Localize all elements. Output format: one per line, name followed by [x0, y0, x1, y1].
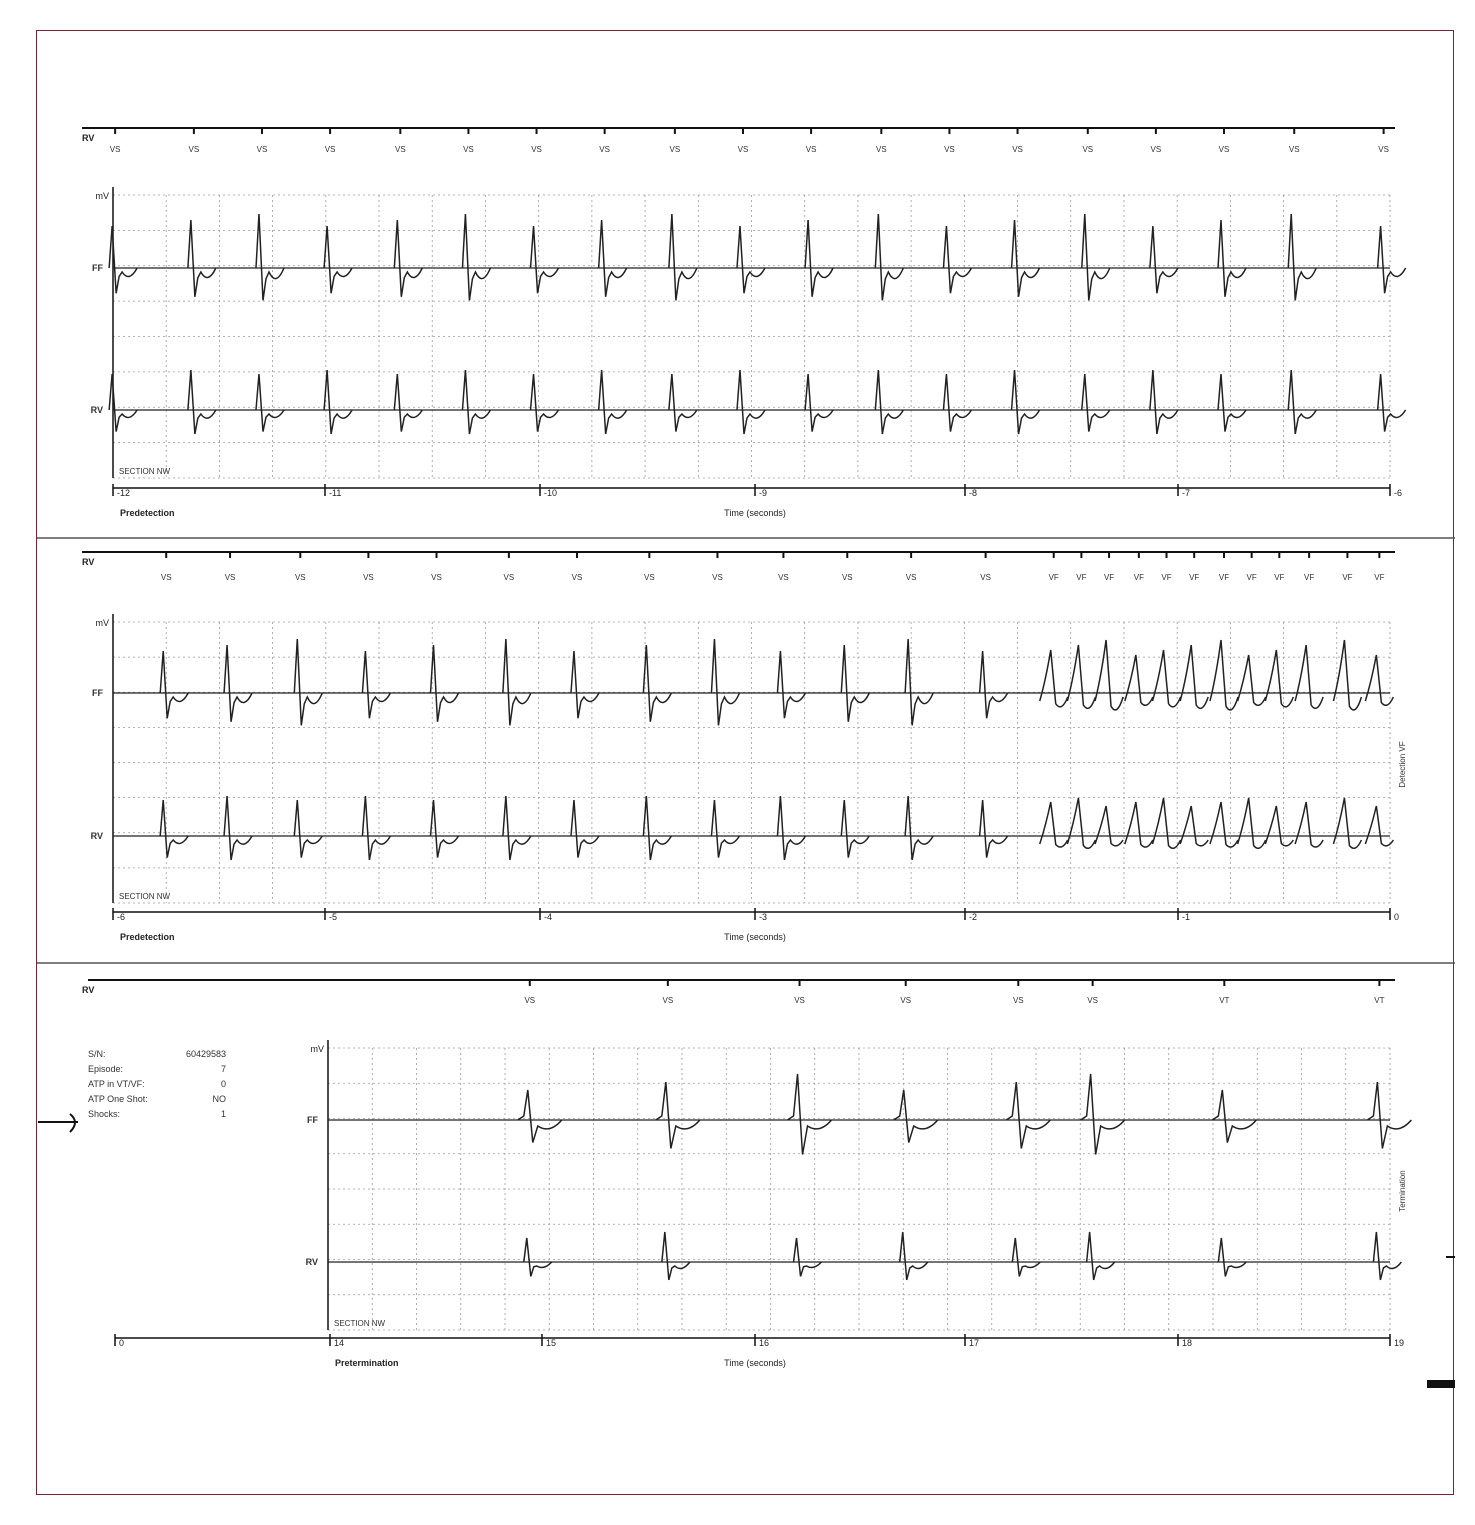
marker-label: VS	[737, 145, 749, 154]
time-tick-label: -7	[1182, 488, 1191, 498]
marker-label: VS	[294, 573, 306, 582]
time-tick-label: -6	[117, 912, 126, 922]
time-tick-label: -3	[759, 912, 768, 922]
rv-beat	[737, 370, 765, 434]
time-tick-label: 19	[1394, 1338, 1405, 1348]
ff-beat	[1150, 226, 1178, 293]
ff-beat	[518, 1090, 562, 1143]
marker-label: VF	[1076, 573, 1087, 582]
strip-3	[82, 979, 1411, 1368]
marker-label: VS	[109, 145, 121, 154]
info-value-oneshot: NO	[212, 1094, 226, 1104]
marker-label: VF	[1374, 573, 1385, 582]
marker-label: VF	[1103, 573, 1115, 582]
ff-beat	[256, 214, 284, 300]
info-value-shocks: 1	[220, 1109, 226, 1119]
ff-beat	[1365, 655, 1393, 705]
ff-beat	[905, 639, 933, 725]
rv-beat	[643, 796, 671, 860]
ff-beat	[571, 651, 599, 718]
rv-beat	[1378, 374, 1406, 432]
ff-beat	[1006, 1082, 1050, 1149]
rv-beat	[1067, 798, 1095, 848]
marker-label: VT	[1219, 996, 1230, 1005]
info-label-episode: Episode:	[88, 1064, 124, 1074]
phase-label: Predetection	[120, 932, 175, 942]
rv-beat	[943, 374, 971, 432]
rv-beat	[777, 796, 805, 860]
ff-beat	[1288, 214, 1316, 300]
ff-beat	[1153, 650, 1181, 707]
info-value-sn: 60429583	[185, 1049, 226, 1059]
rv-beat	[980, 800, 1008, 858]
marker-label: VS	[1378, 145, 1389, 154]
marker-label: VF	[1048, 573, 1059, 582]
mv-label: mV	[95, 618, 109, 628]
time-tick-label: -1	[1182, 912, 1191, 922]
channel-label-ff: FF	[92, 688, 103, 698]
sensitivity-label: SECTION NW	[334, 1319, 386, 1328]
ff-beat	[362, 651, 390, 718]
ff-beat	[1125, 655, 1153, 705]
marker-label: VS	[256, 145, 268, 154]
rv-beat	[1218, 1238, 1246, 1276]
marker-label: VS	[531, 145, 542, 154]
ff-beat	[324, 226, 352, 293]
rv-beat	[1333, 798, 1361, 848]
marker-label: VF	[1304, 573, 1315, 582]
info-label-oneshot: ATP One Shot:	[88, 1094, 148, 1104]
marker-label: VS	[662, 996, 674, 1005]
marker-label: VS	[1150, 145, 1162, 154]
sensitivity-label: SECTION NW	[119, 467, 171, 476]
rv-beat	[1082, 374, 1110, 432]
rv-beat	[669, 374, 697, 432]
ff-beat	[1295, 645, 1323, 708]
rv-beat	[841, 800, 869, 858]
time-tick-label: -11	[329, 488, 342, 498]
ff-beat	[160, 651, 188, 718]
time-tick-label: -8	[969, 488, 978, 498]
info-label-shocks: Shocks:	[88, 1109, 121, 1119]
marker-label: VS	[1082, 145, 1094, 154]
rv-beat	[324, 370, 352, 434]
ff-beat	[1238, 655, 1266, 705]
time-tick-label: -2	[969, 912, 978, 922]
ff-beat	[777, 651, 805, 718]
rv-beat	[900, 1232, 928, 1280]
marker-label: VS	[841, 573, 853, 582]
marker-label: VS	[805, 145, 817, 154]
sensitivity-label: SECTION NW	[119, 892, 171, 901]
channel-label-ff: FF	[92, 263, 103, 273]
rv-beat	[362, 796, 390, 860]
rv-beat	[524, 1238, 552, 1276]
ff-beat	[980, 651, 1008, 718]
rv-beat	[1150, 370, 1178, 434]
marker-label: VS	[394, 145, 406, 154]
marker-label: VS	[463, 145, 474, 154]
ff-beat	[875, 214, 903, 300]
marker-label: VS	[1012, 996, 1024, 1005]
marker-label: VS	[900, 996, 912, 1005]
ff-beat	[1067, 645, 1095, 708]
rv-beat	[875, 370, 903, 434]
rv-beat	[294, 800, 322, 858]
time-tick-label: -10	[544, 488, 558, 498]
ff-beat	[1378, 226, 1406, 293]
ff-beat	[1218, 220, 1246, 297]
ff-beat	[531, 226, 559, 293]
ff-beat	[943, 226, 971, 293]
ff-beat	[1012, 220, 1040, 297]
time-tick-label: 15	[546, 1338, 557, 1348]
ff-beat	[894, 1090, 938, 1143]
rv-beat	[224, 796, 252, 860]
time-tick-label: 17	[969, 1338, 980, 1348]
marker-label: VS	[1288, 145, 1300, 154]
marker-label: VF	[1189, 573, 1200, 582]
ff-beat	[1210, 640, 1238, 710]
marker-label: VF	[1161, 573, 1172, 582]
rv-beat	[1373, 1232, 1401, 1280]
ff-beat	[1095, 640, 1123, 710]
ff-beat	[1081, 1074, 1125, 1155]
rv-beat	[160, 800, 188, 858]
time-tick-label: -5	[329, 912, 338, 922]
mv-label: mV	[95, 191, 109, 201]
annotation-arrow-icon	[38, 1114, 78, 1132]
rv-beat	[1365, 806, 1393, 846]
rv-beat	[503, 796, 531, 860]
marker-label: VS	[794, 996, 805, 1005]
rv-beat	[1087, 1232, 1115, 1280]
ff-beat	[1180, 645, 1208, 708]
ff-beat	[294, 639, 322, 725]
marker-label: VS	[669, 145, 681, 154]
channel-label-ff: FF	[307, 1115, 318, 1125]
side-label: Termination	[1398, 1170, 1407, 1212]
marker-label: VS	[363, 573, 374, 582]
rv-beat	[1265, 806, 1293, 846]
marker-label: VF	[1246, 573, 1257, 582]
rv-beat	[1153, 798, 1181, 848]
rv-beat	[662, 1232, 690, 1280]
marker-channel-label: RV	[82, 985, 95, 995]
rv-beat	[1288, 370, 1316, 434]
rv-beat	[1125, 802, 1153, 847]
ff-beat	[656, 1082, 700, 1149]
rv-beat	[794, 1238, 822, 1276]
rv-beat	[1012, 370, 1040, 434]
marker-label: VS	[980, 573, 991, 582]
ff-beat	[599, 220, 627, 297]
ff-beat	[503, 639, 531, 725]
marker-label: VF	[1274, 573, 1285, 582]
marker-label: VS	[160, 573, 172, 582]
marker-label: VS	[905, 573, 917, 582]
side-label: Detection VF	[1398, 741, 1407, 788]
marker-label: VS	[1218, 145, 1230, 154]
ff-beat	[643, 645, 671, 722]
rv-beat	[1210, 802, 1238, 847]
rv-beat	[1095, 806, 1123, 846]
ff-beat	[1367, 1082, 1411, 1149]
marker-label: VF	[1133, 573, 1144, 582]
strip-2	[82, 551, 1407, 942]
x-axis-title: Time (seconds)	[724, 1358, 786, 1368]
marker-label: VS	[644, 573, 655, 582]
channel-label-rv: RV	[305, 1257, 318, 1267]
x-axis-title: Time (seconds)	[724, 932, 786, 942]
rv-beat	[531, 374, 559, 432]
time-tick-label: -6	[1394, 488, 1403, 498]
info-label-sn: S/N:	[88, 1049, 106, 1059]
marker-label: VS	[1012, 145, 1023, 154]
info-label-atp: ATP in VT/VF:	[88, 1079, 145, 1089]
ff-beat	[431, 645, 459, 722]
marker-label: VF	[1218, 573, 1230, 582]
rv-beat	[599, 370, 627, 434]
ff-beat	[1333, 640, 1361, 710]
marker-label: VS	[431, 573, 442, 582]
phase-label: Predetection	[120, 508, 175, 518]
marker-label: VS	[324, 145, 336, 154]
ff-beat	[788, 1074, 832, 1155]
time-tick-label: -12	[117, 488, 131, 498]
phase-label: Pretermination	[335, 1358, 399, 1368]
marker-label: VS	[224, 573, 236, 582]
device-info-box	[88, 1049, 226, 1119]
rv-beat	[905, 796, 933, 860]
time-tick-label: 18	[1182, 1338, 1193, 1348]
ff-beat	[1212, 1090, 1256, 1143]
channel-label-rv: RV	[90, 405, 103, 415]
marker-label: VF	[1342, 573, 1353, 582]
marker-label: VS	[524, 996, 536, 1005]
rv-beat	[805, 374, 833, 432]
rv-beat	[394, 374, 422, 432]
marker-label: VT	[1374, 996, 1385, 1005]
time-tick-label: -9	[759, 488, 768, 498]
ff-beat	[1040, 650, 1068, 707]
marker-label: VS	[599, 145, 610, 154]
rv-beat	[188, 370, 216, 434]
marker-label: VS	[571, 573, 583, 582]
mv-label: mV	[310, 1044, 324, 1054]
ff-beat	[805, 220, 833, 297]
ff-beat	[462, 214, 490, 300]
rv-beat	[462, 370, 490, 434]
marker-label: VS	[1087, 996, 1098, 1005]
ff-beat	[711, 639, 739, 725]
marker-channel-label: RV	[82, 557, 95, 567]
time-tick-label: 0	[119, 1338, 125, 1348]
ff-beat	[1082, 214, 1110, 300]
rv-beat	[1218, 374, 1246, 432]
time-tick-label: 0	[1394, 912, 1400, 922]
marker-label: VS	[875, 145, 887, 154]
time-tick-label: 16	[759, 1338, 770, 1348]
rv-beat	[711, 800, 739, 858]
info-value-episode: 7	[220, 1064, 226, 1074]
rv-beat	[431, 800, 459, 858]
ff-beat	[737, 226, 765, 293]
strip-1	[82, 127, 1406, 518]
marker-label: VS	[503, 573, 515, 582]
rv-beat	[1238, 798, 1266, 848]
rv-beat	[571, 800, 599, 858]
ff-beat	[841, 645, 869, 722]
marker-label: VS	[778, 573, 789, 582]
rv-beat	[1295, 802, 1323, 847]
ff-beat	[224, 645, 252, 722]
marker-label: VS	[944, 145, 955, 154]
marker-channel-label: RV	[82, 133, 95, 143]
time-tick-label: -4	[544, 912, 553, 922]
rv-beat	[1180, 806, 1208, 846]
x-axis-title: Time (seconds)	[724, 508, 786, 518]
ff-beat	[1265, 650, 1293, 707]
edge-mark	[1427, 1380, 1455, 1388]
rv-beat	[1040, 802, 1068, 847]
ff-beat	[188, 220, 216, 297]
marker-label: VS	[188, 145, 200, 154]
info-value-atp: 0	[220, 1079, 226, 1089]
rv-beat	[256, 374, 284, 432]
time-tick-label: 14	[334, 1338, 345, 1348]
marker-label: VS	[712, 573, 723, 582]
channel-label-rv: RV	[90, 831, 103, 841]
ff-beat	[394, 220, 422, 297]
ff-beat	[669, 214, 697, 300]
